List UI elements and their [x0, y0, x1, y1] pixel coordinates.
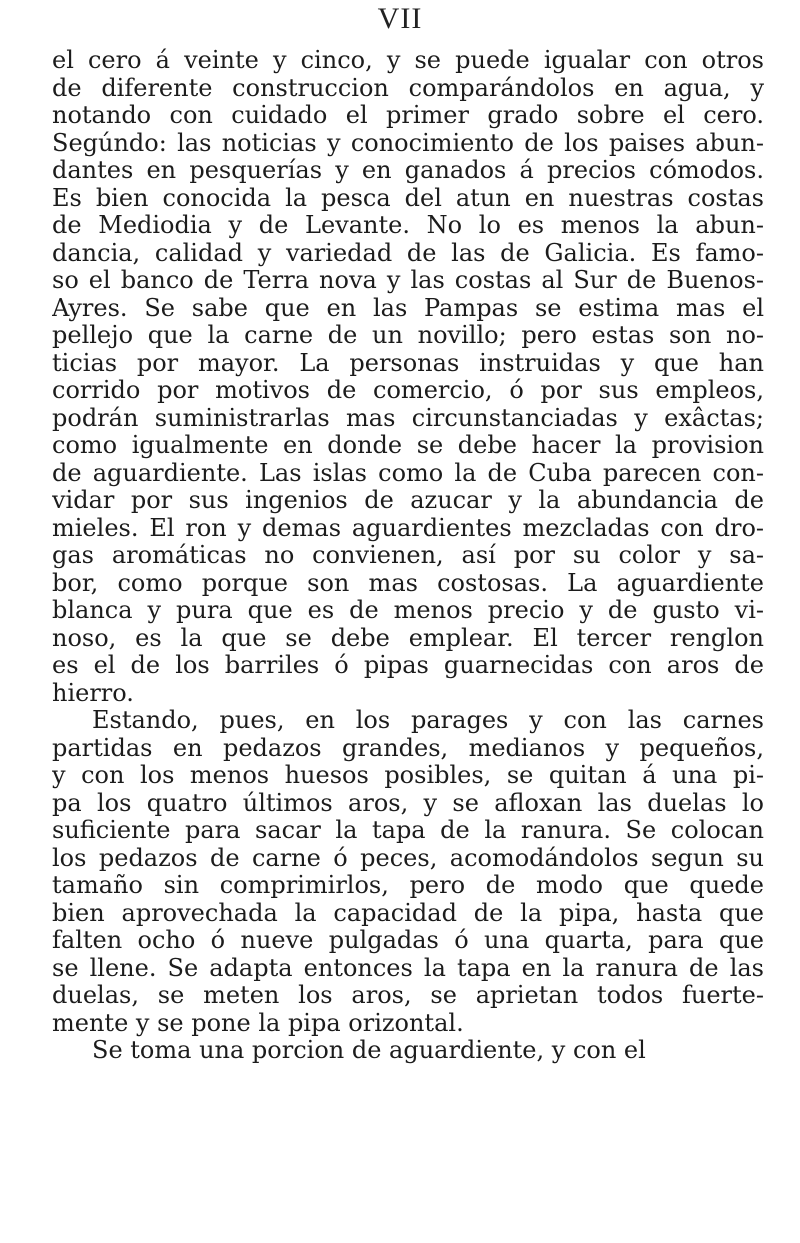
text-line: mente y se pone la pipa orizontal.: [52, 1009, 464, 1037]
text-line: hierro.: [52, 679, 134, 707]
text-line: bien aprovechada la capacidad de la pipa, hasta que: [52, 899, 764, 927]
text-line: los pedazos de carne ó peces, acomodándolos segun su: [52, 844, 764, 872]
text-line: se llene. Se adapta entonces la tapa en la ranura de las: [52, 954, 764, 982]
text-line: de diferente construccion comparándolos en agua, y: [52, 74, 764, 102]
text-line: partidas en pedazos grandes, medianos y pequeños,: [52, 734, 764, 762]
text-line: Es bien conocida la pesca del atun en nuestras costas: [52, 184, 764, 212]
text-line: es el de los barriles ó pipas guarnecidas con aros de: [52, 652, 764, 679]
paragraph-start-line: Se toma una porcion de aguardiente, y con el: [92, 1037, 646, 1064]
text-line: gas aromáticas no convienen, así por su color y sa-: [52, 542, 764, 569]
text-line: pa los quatro últimos aros, y se afloxan las duelas lo: [52, 789, 764, 817]
text-line: de aguardiente. Las islas como la de Cuba parecen con-: [52, 459, 764, 487]
text-line: vidar por sus ingenios de azucar y la abundancia de: [52, 487, 764, 514]
text-line: bor, como porque son mas costosas. La aguardiente: [52, 569, 764, 597]
text-line: y con los menos huesos posibles, se quitan á una pi-: [52, 762, 764, 789]
text-line: el cero á veinte y cinco, y se puede igualar con otros: [52, 47, 764, 74]
text-line: Segúndo: las noticias y conocimiento de los paises abun-: [52, 129, 764, 157]
text-line: notando con cuidado el primer grado sobre el cero.: [52, 102, 764, 129]
text-line: Ayres. Se sabe que en las Pampas se estima mas el: [52, 294, 764, 322]
text-line: suficiente para sacar la tapa de la ranura. Se colocan: [52, 817, 764, 844]
text-line: corrido por motivos de comercio, ó por sus empleos,: [52, 377, 764, 404]
text-line: dancia, calidad y variedad de las de Galicia. Es famo-: [52, 239, 764, 267]
text-line: noso, es la que se debe emplear. El tercer renglon: [52, 624, 764, 652]
body-text: [52, 47, 764, 1065]
paragraph-start-line: Estando, pues, en los parages y con las carnes: [92, 707, 764, 734]
text-line: mieles. El ron y demas aguardientes mezcladas con dro-: [52, 514, 764, 542]
text-line: falten ocho ó nueve pulgadas ó una quarta, para que: [52, 927, 764, 954]
text-line: tamaño sin comprimirlos, pero de modo que quede: [52, 872, 764, 899]
text-line: podrán suministrarlas mas circunstanciadas y exâctas;: [52, 404, 764, 432]
text-line: pellejo que la carne de un novillo; pero estas son no-: [52, 322, 764, 349]
text-line: como igualmente en donde se debe hacer la provision: [52, 432, 764, 459]
text-line: dantes en pesquerías y en ganados á precios cómodos.: [52, 157, 764, 184]
text-line: so el banco de Terra nova y las costas al Sur de Buenos-: [52, 267, 764, 294]
text-line: blanca y pura que es de menos precio y de gusto vi-: [52, 597, 764, 624]
text-line: duelas, se meten los aros, se aprietan todos fuerte-: [52, 982, 764, 1009]
page-number: VII: [377, 2, 423, 35]
text-line: de Mediodia y de Levante. No lo es menos la abun-: [52, 212, 764, 239]
text-line: ticias por mayor. La personas instruidas y que han: [52, 349, 764, 377]
